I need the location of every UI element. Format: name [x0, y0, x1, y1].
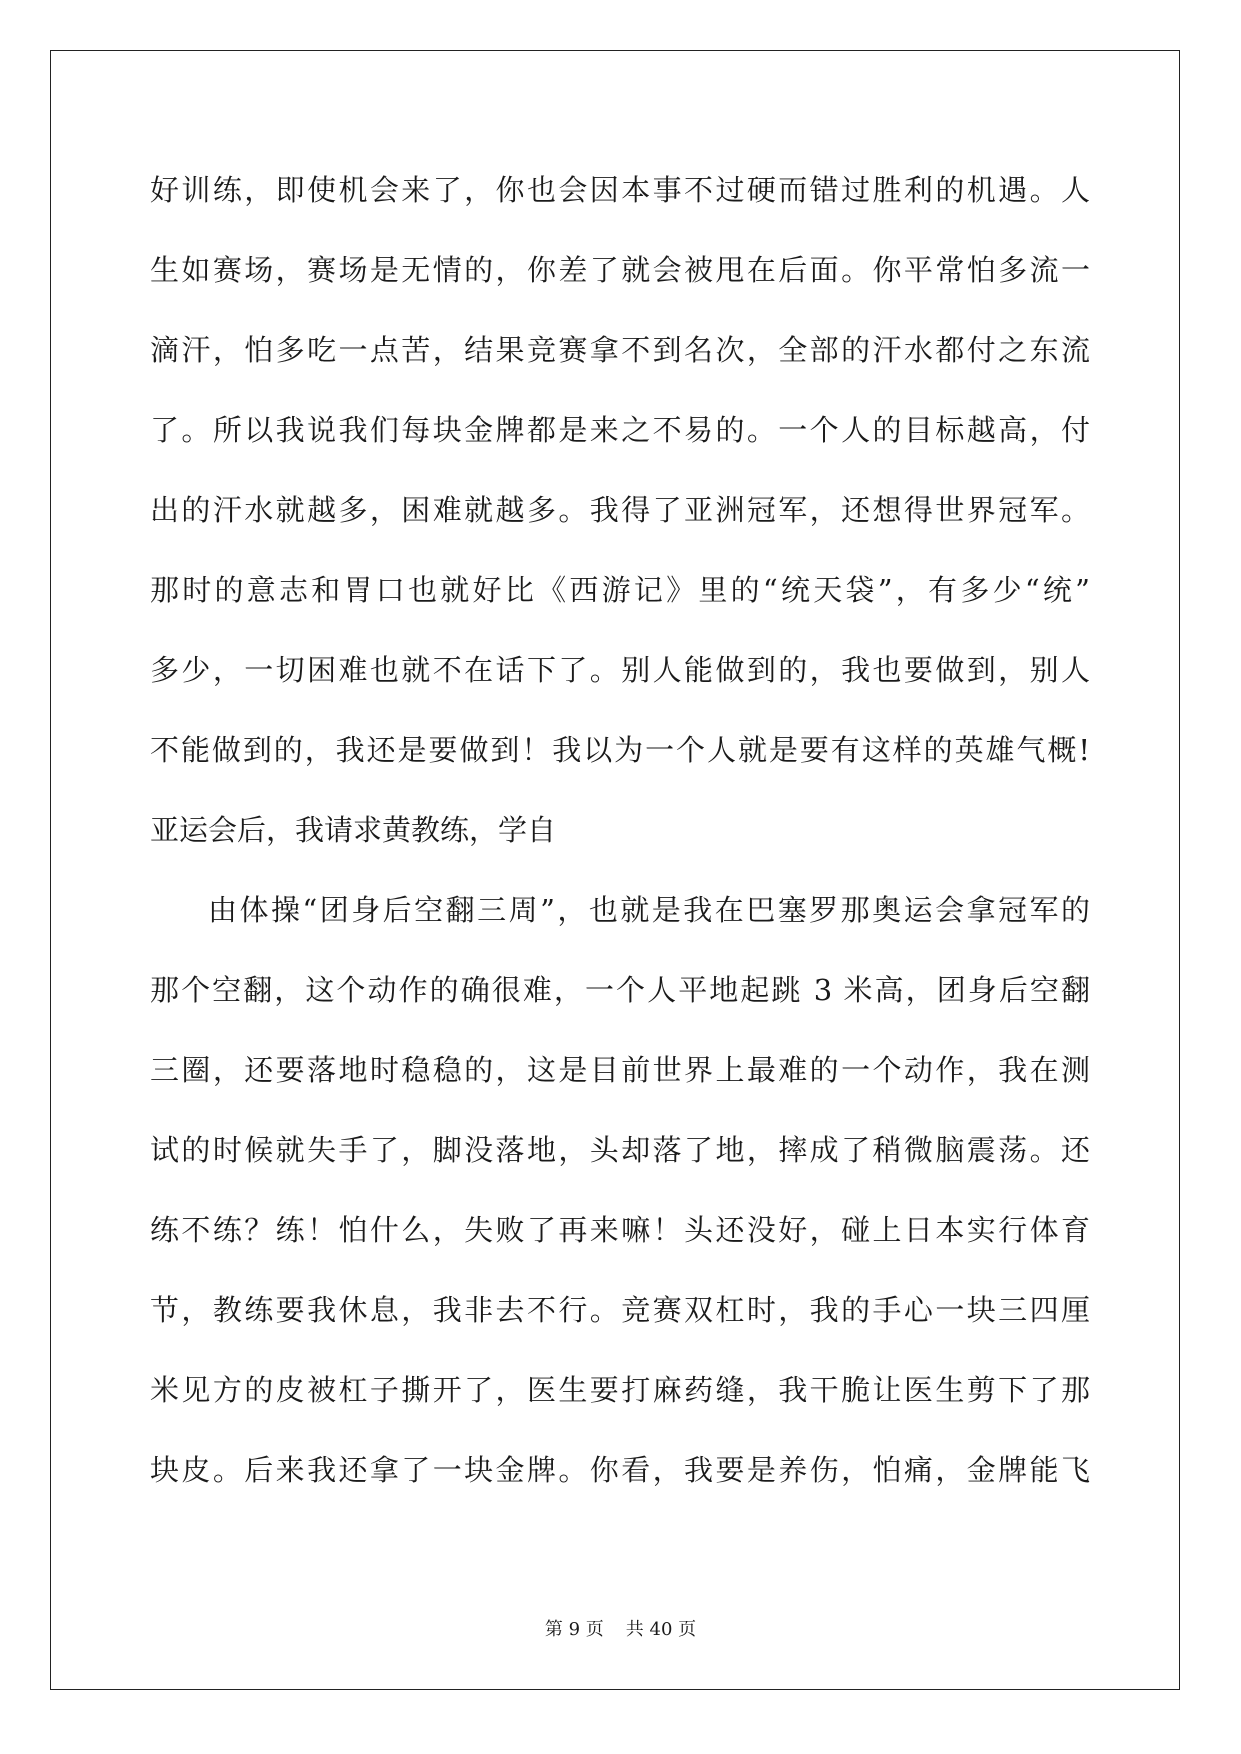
text-line: 那时的意志和胃口也就好比《西游记》里的“统天袋”，有多少“统” — [150, 573, 1090, 607]
text-line: 了。所以我说我们每块金牌都是来之不易的。一个人的目标越高，付 — [150, 413, 1090, 447]
text-line: 滴汗，怕多吃一点苦，结果竞赛拿不到名次，全部的汗水都付之东流 — [150, 333, 1090, 367]
document-body — [150, 150, 1090, 1510]
text-line: 块皮。后来我还拿了一块金牌。你看，我要是养伤，怕痛，金牌能飞 — [150, 1453, 1090, 1487]
text-line: 那个空翻，这个动作的确很难，一个人平地起跳 3 米高，团身后空翻 — [150, 973, 1090, 1007]
page-footer — [0, 1617, 1241, 1643]
text-line: 出的汗水就越多，困难就越多。我得了亚洲冠军，还想得世界冠军。 — [150, 493, 1090, 527]
paragraph-end-line: 亚运会后，我请求黄教练，学自 — [150, 813, 557, 847]
text-line: 不能做到的，我还是要做到！我以为一个人就是要有这样的英雄气概! — [150, 733, 1090, 767]
page-number: 第 9 页 — [544, 1619, 604, 1640]
text-line: 试的时候就失手了，脚没落地，头却落了地，摔成了稍微脑震荡。还 — [150, 1133, 1090, 1167]
text-line: 多少，一切困难也就不在话下了。别人能做到的，我也要做到，别人 — [150, 653, 1090, 687]
paragraph-start-line: 由体操“团身后空翻三周”，也就是我在巴塞罗那奥运会拿冠军的 — [208, 893, 1090, 927]
text-line: 好训练，即使机会来了，你也会因本事不过硬而错过胜利的机遇。人 — [150, 173, 1090, 207]
text-line: 生如赛场，赛场是无情的，你差了就会被甩在后面。你平常怕多流一 — [150, 253, 1090, 287]
page-total: 共 40 页 — [625, 1619, 697, 1640]
text-line: 米见方的皮被杠子撕开了，医生要打麻药缝，我干脆让医生剪下了那 — [150, 1373, 1090, 1407]
text-line: 节，教练要我休息，我非去不行。竞赛双杠时，我的手心一块三四厘 — [150, 1293, 1090, 1327]
text-line: 三圈，还要落地时稳稳的，这是目前世界上最难的一个动作，我在测 — [150, 1053, 1090, 1087]
text-line: 练不练？练！怕什么，失败了再来嘛！头还没好，碰上日本实行体育 — [150, 1213, 1090, 1247]
